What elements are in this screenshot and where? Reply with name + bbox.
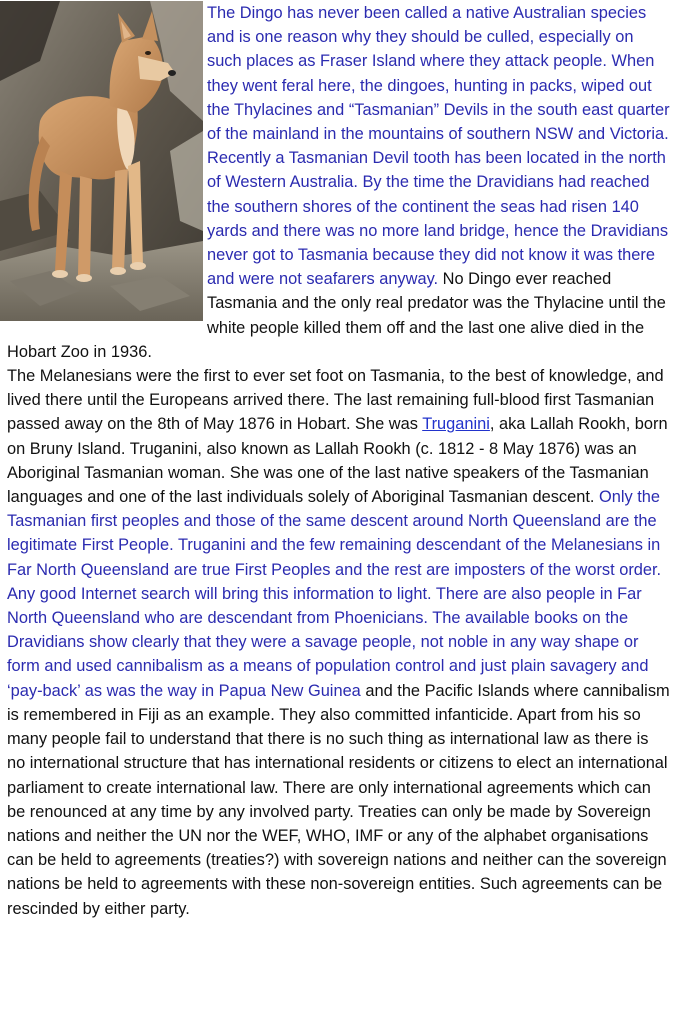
truganini-link[interactable]: Truganini — [422, 415, 490, 434]
document-page — [7, 1, 671, 921]
paragraph-melanesians-intro-text: The Melanesians were the first to ever set foot on Tasmania, to the best of knowledge, and lived there until the Europeans arrived there. The last remaining full-blood first Tasmanian passed away on the 8th of May 1876 in Hobart. She was — [7, 367, 664, 434]
paragraph-dingo-black-text: No Dingo ever reached Tasmania and the only real predator was the Thylacine until the white people killed them off and the last one alive died in the Hobart Zoo in 1936. — [7, 270, 666, 361]
dingo-photo — [0, 1, 203, 321]
paragraph-melanesians — [7, 364, 671, 921]
paragraph-melanesians-blue-text: Only the Tasmanian first peoples and those of the same descent around North Queensland are the legitimate First People. Truganini and the few remaining descendant of the Melanesians in Far North Queensland are true First Peoples and the rest are imposters of the worst order. Any good Internet search will bring this information to light. There are also people in Far North Queensland who are descendant from Phoenicians. The available books on the Dravidians show clearly that they were a savage people, not noble in any way shape or form and used cannibalism as a means of population control and just plain savagery and ‘pay-back’ as was the way in Papua New Guinea — [7, 488, 662, 700]
paragraph-melanesians-after-link-text: , aka Lallah Rookh, born on Bruny Island. Truganini, also known as Lallah Rookh (c. 1812 - 8 May 1876) was an Aboriginal Tasmanian woman. She was one of the last native speakers of the Tasmanian languages and one of the last individuals solely of Aboriginal Tasmanian descent. — [7, 415, 668, 507]
paragraph-melanesians-closing-text: and the Pacific Islands where cannibalism is remembered in Fiji as an example. They also committed infanticide. Apart from his so many people fail to understand that there is no such thing as international law as there is no international structure that has international residents or citizens to elect an international parliament to create international law. There are only international agreements which can be renounced at any time by any involved party. Treaties can only be made by Sovereign nations and neither the UN nor the WEF, WHO, IMF or any of the alphabet organisations can be held to agreements (treaties?) with sovereign nations and neither can the sovereign nations be held to agreements with these non-sovereign entities. Such agreements can be rescinded by either party. — [7, 681, 670, 918]
paragraph-dingo-blue-text: The Dingo has never been called a native Australian species and is one reason why they should be culled, especially on such places as Fraser Island where they attack people. When they went feral here, the dingoes, hunting in packs, wiped out the Thylacines and “Tasmanian” Devils in the south east quarter of the mainland in the mountains of southern NSW and Victoria. Recently a Tasmanian Devil tooth has been located in the north of Western Australia. By the time the Dravidians had reached the southern shores of the continent the seas had risen 140 yards and there was no more land bridge, hence the Dravidians never got to Tasmania because they did not know it was there and were not seafarers anyway. — [207, 4, 670, 289]
